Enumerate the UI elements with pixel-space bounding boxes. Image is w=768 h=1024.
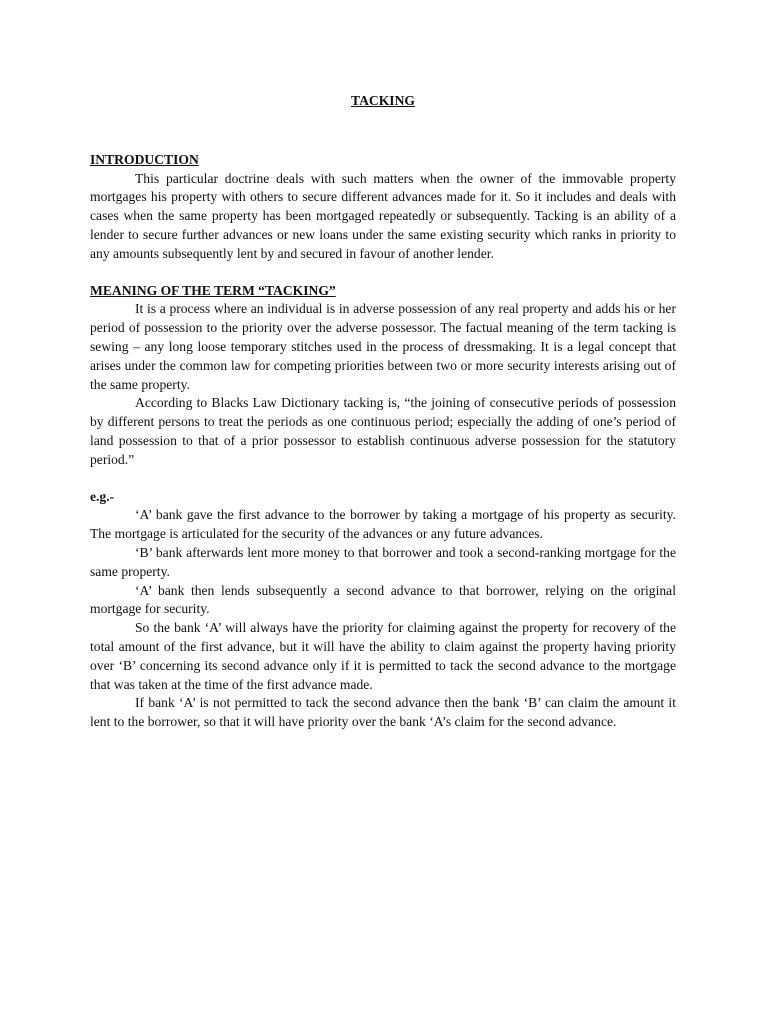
meaning-heading: MEANING OF THE TERM “TACKING”: [90, 282, 336, 298]
document-page: [90, 92, 676, 732]
meaning-paragraph-1: It is a process where an individual is in adverse possession of any real property and adds his or her period of possession to the priority over the adverse possessor. The factual meaning of the term tacking is sewing – any long loose temporary stitches used in the process of dressmaking. It is a legal concept that arises under the common law for competing priorities between two or more security interests arising out of the same property.: [90, 301, 676, 392]
meaning-paragraph-2: According to Blacks Law Dictionary tacking is, “the joining of consecutive periods of possession by different persons to treat the periods as one continuous period; especially the adding of one’s period of land possession to that of a prior possessor to establish continuous adverse possession for the statutory period.”: [90, 395, 676, 467]
example-paragraph-3: ‘A’ bank then lends subsequently a second advance to that borrower, relying on the original mortgage for security.: [90, 582, 676, 617]
example-label: e.g.-: [90, 488, 115, 504]
example-paragraph-4: So the bank ‘A’ will always have the priority for claiming against the property for recovery of the total amount of the first advance, but it will have the ability to claim against the property having priority over ‘B’ concerning its second advance only if it is permitted to tack the second advance to the mortgage that was taken at the time of the first advance made.: [90, 620, 676, 692]
introduction-paragraph: This particular doctrine deals with such matters when the owner of the immovable property mortgages his property with others to secure different advances made for it. So it includes and deals with cases when the same property has been mortgaged repeatedly or subsequently. Tacking is an ability of a lender to secure further advances or new loans under the same existing security which ranks in priority to any amounts subsequently lent by and secured in favour of another lender.: [90, 170, 676, 261]
example-paragraph-1: ‘A’ bank gave the first advance to the borrower by taking a mortgage of his property as security. The mortgage is articulated for the security of the advances or any future advances.: [90, 507, 676, 542]
document-title: TACKING: [351, 93, 415, 108]
example-paragraph-2: ‘B’ bank afterwards lent more money to that borrower and took a second-ranking mortgage for the same property.: [90, 544, 676, 579]
example-paragraph-5: If bank ‘A’ is not permitted to tack the second advance then the bank ‘B’ can claim the amount it lent to the borrower, so that it will have priority over the bank ‘A’s claim for the second advance.: [90, 695, 676, 730]
introduction-heading: INTRODUCTION: [90, 151, 199, 167]
